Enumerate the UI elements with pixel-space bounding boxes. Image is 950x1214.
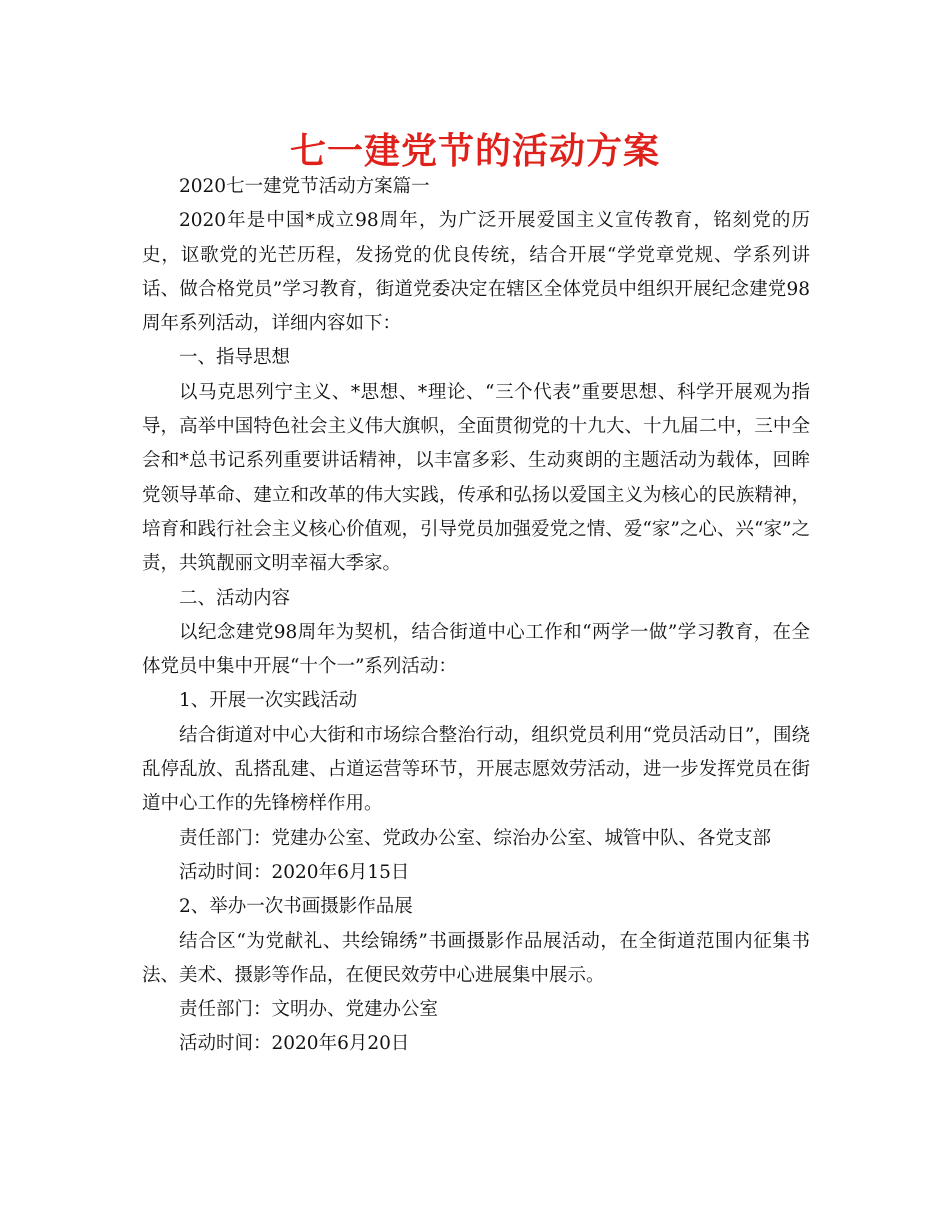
guiding-ideology-paragraph: 以马克思列宁主义、*思想、*理论、“三个代表”重要思想、科学开展观为指导，高举中国特色社会主义伟大旗帜，全面贯彻党的十九大、十九届二中，三中全会和*总书记系列重要讲话精神，以丰富多彩、生动爽朗的主题活动为载体，回眸党领导革命、建立和改革的伟大实践，传承和弘扬以爱国主义为核心的民族精神，培育和践行社会主义核心价值观，引导党员加强爱党之情、爱“家”之心、兴“家”之责，共筑靓丽文明幸福大季家。: [142, 381, 810, 575]
activity-content-paragraph: 以纪念建党98周年为契机，结合街道中心工作和“两学一做”学习教育，在全体党员中集中开展“十个一”系列活动：: [142, 621, 810, 678]
item-2-responsible: 责任部门：文明办、党建办公室: [179, 999, 439, 1021]
heading-activity-content: 二、活动内容: [179, 587, 291, 609]
section-heading-plan-one: 2020七一建党节活动方案篇一: [179, 176, 430, 197]
item-1-description: 结合街道对中心大街和市场综合整治行动，组织党员利用“党员活动日”，围绕乱停乱放、乱搭乱建、占道运营等环节，开展志愿效劳活动，进一步发挥党员在街道中心工作的先锋榜样作用。: [142, 724, 810, 815]
item-1-time: 活动时间：2020年6月15日: [179, 861, 410, 883]
item-1-heading: 1、开展一次实践活动: [179, 690, 358, 712]
document-body: [142, 170, 810, 1062]
item-2-time: 活动时间：2020年6月20日: [179, 1033, 410, 1055]
item-2-heading: 2、举办一次书画摄影作品展: [179, 896, 413, 918]
item-1-responsible: 责任部门：党建办公室、党政办公室、综治办公室、城管中队、各党支部: [179, 827, 772, 849]
heading-guiding-ideology: 一、指导思想: [179, 347, 291, 369]
intro-paragraph: 2020年是中国*成立98周年，为广泛开展爱国主义宣传教育，铭刻党的历史，讴歌党的光芒历程，发扬党的优良传统，结合开展“学党章党规、学系列讲话、做合格党员”学习教育，街道党委决定在辖区全体党员中组织开展纪念建党98周年系列活动，详细内容如下：: [142, 210, 810, 335]
document-title: 七一建党节的活动方案: [289, 131, 660, 172]
item-2-description: 结合区“为党献礼、共绘锦绣”书画摄影作品展活动，在全街道范围内征集书法、美术、摄影等作品，在便民效劳中心进展集中展示。: [142, 930, 810, 986]
